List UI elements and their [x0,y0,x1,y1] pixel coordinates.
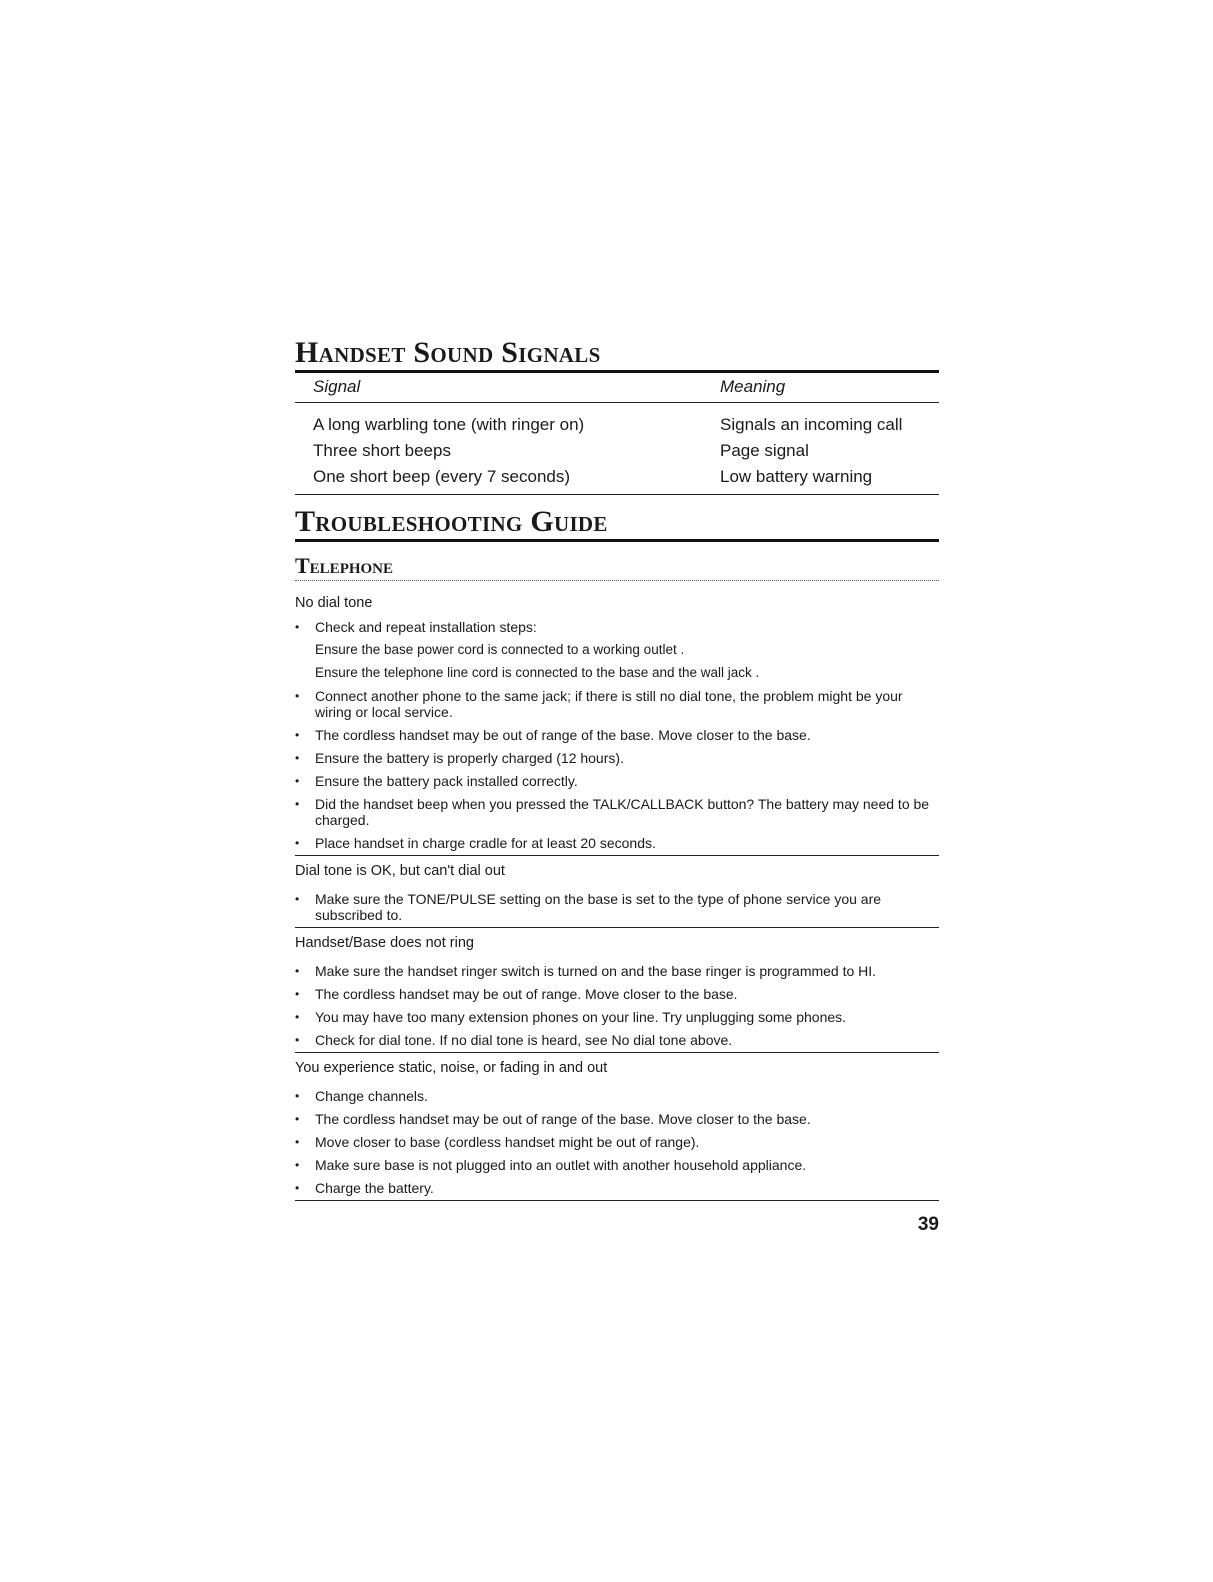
bullet-icon: • [295,1158,300,1172]
solution-list [295,891,939,923]
group-rule [295,855,939,856]
item-text: Charge the battery. [315,1180,434,1196]
telephone-subtitle: Telephone [295,553,394,578]
bullet-icon: • [295,1112,300,1126]
list-item [295,1111,939,1127]
problem-heading: No dial tone [295,595,373,611]
list-item [295,891,939,923]
table-row [295,412,939,438]
item-text: Make sure the handset ringer switch is turned on and the base ringer is programmed to HI. [315,963,877,979]
item-text: Make sure the TONE/PULSE setting on the base is set to the type of phone service you are subscribed to. [315,891,882,923]
bullet-icon: • [295,836,300,850]
list-item [295,773,939,789]
signal-cell: A long warbling tone (with ringer on) [313,415,585,434]
sub-line: Ensure the base power cord is connected to a working outlet . [315,642,685,657]
header-meaning: Meaning [720,377,786,396]
item-text: You may have too many extension phones on your line. Try unplugging some phones. [315,1009,847,1025]
trouble-group [295,861,939,930]
item-text: Ensure the battery is properly charged (12 hours). [315,750,624,766]
solution-list [295,963,939,1048]
group-rule [295,927,939,928]
sound-signals-table [295,373,939,495]
item-text: Check for dial tone. If no dial tone is heard, see No dial tone above. [315,1032,733,1048]
page-number: 39 [917,1214,939,1235]
problem-heading: Handset/Base does not ring [295,935,474,951]
solution-list [295,619,939,635]
title-rule [295,539,939,542]
table-row [295,438,939,464]
list-item [295,1134,939,1150]
list-item [295,835,939,851]
list-item [295,963,939,979]
group-rule [295,1200,939,1201]
item-text: Connect another phone to the same jack; if there is still no dial tone, the problem might be your wiring or local service. [315,688,903,720]
list-item [295,1032,939,1048]
table-body [295,403,939,494]
group-rule [295,1052,939,1053]
bullet-icon: • [295,1033,300,1047]
bullet-icon: • [295,964,300,978]
trouble-group [295,593,939,858]
bullet-icon: • [295,1135,300,1149]
solution-list [295,1088,939,1196]
table-end-rule [295,494,939,495]
problem-heading: Dial tone is OK, but can't dial out [295,863,505,879]
subtitle-rule [295,580,939,581]
list-item [295,1157,939,1173]
item-text: The cordless handset may be out of range. Move closer to the base. [315,986,738,1002]
bullet-icon: • [295,774,300,788]
list-item [295,796,939,828]
list-item [295,986,939,1002]
bullet-icon: • [295,751,300,765]
signal-cell: One short beep (every 7 seconds) [313,467,571,486]
troubleshooting-title: Troubleshooting Guide [295,505,608,538]
problem-heading: You experience static, noise, or fading in and out [295,1060,608,1076]
signal-cell: Three short beeps [313,441,451,460]
item-text: Place handset in charge cradle for at least 20 seconds. [315,835,656,851]
bullet-icon: • [295,620,300,634]
item-text: Did the handset beep when you pressed the TALK/CALLBACK button? The battery may need to be charged. [315,796,930,828]
header-signal: Signal [313,377,361,396]
list-item [295,727,939,743]
bullet-icon: • [295,1089,300,1103]
table-header [295,373,939,402]
item-text: Change channels. [315,1088,428,1104]
page-content [295,338,939,1203]
solution-list [295,688,939,851]
bullet-icon: • [295,892,300,906]
list-item [295,1088,939,1104]
item-text: The cordless handset may be out of range of the base. Move closer to the base. [315,727,811,743]
list-item [295,619,939,635]
bullet-icon: • [295,728,300,742]
list-item [295,1009,939,1025]
item-text: The cordless handset may be out of range of the base. Move closer to the base. [315,1111,811,1127]
sound-signals-title: Handset Sound Signals [295,336,601,369]
item-text: Make sure base is not plugged into an outlet with another household appliance. [315,1157,807,1173]
list-item [295,688,939,720]
bullet-icon: • [295,797,300,811]
bullet-icon: • [295,987,300,1001]
list-item [295,1180,939,1196]
sub-line: Ensure the telephone line cord is connected to the base and the wall jack . [315,665,760,680]
list-item [295,750,939,766]
item-text: Check and repeat installation steps: [315,619,537,635]
meaning-cell: Low battery warning [720,467,873,486]
table-row [295,464,939,490]
trouble-group [295,1058,939,1203]
bullet-icon: • [295,689,300,703]
item-text: Move closer to base (cordless handset might be out of range). [315,1134,700,1150]
bullet-icon: • [295,1181,300,1195]
meaning-cell: Page signal [720,441,809,460]
meaning-cell: Signals an incoming call [720,415,903,434]
item-text: Ensure the battery pack installed correctly. [315,773,578,789]
bullet-icon: • [295,1010,300,1024]
trouble-group [295,933,939,1055]
